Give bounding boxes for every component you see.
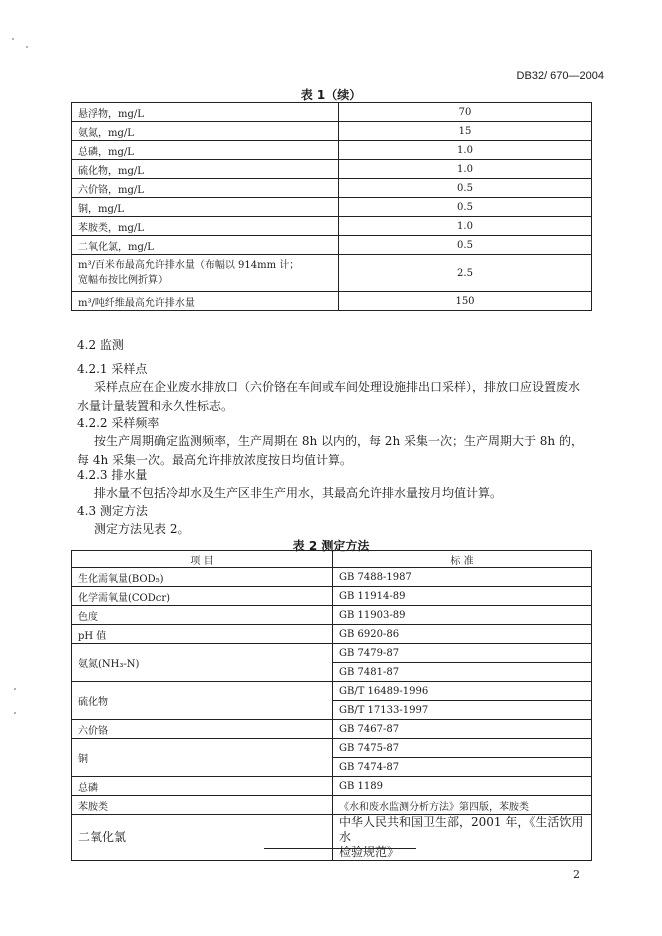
section-4-3-text: 测定方法见表 2。 (94, 522, 190, 536)
table1-cell-name: m³/吨纤维最高允许排水量 (72, 292, 339, 311)
section-4-2-3-heading: 4.2.3 排水量 (77, 468, 148, 482)
table2-cell-standard: GB/T 16489-1996 (333, 682, 592, 701)
section-4-2-2-heading: 4.2.2 采样频率 (77, 416, 160, 430)
table-row (72, 815, 592, 861)
table2-cell-standard: GB 7479-87 (333, 644, 592, 663)
table1-caption: 表 1（续） (300, 88, 362, 102)
scan-speck (14, 712, 16, 714)
table1-cell-value: 0.5 (339, 236, 592, 255)
table2-cell-standard: GB 1189 (333, 777, 592, 796)
section-4-2-3-text: 排水量不包括冷却水及生产区非生产用水，其最高允许排水量按月均值计算。 (94, 486, 503, 500)
table2-cell-item: 化学需氧量(CODcr) (72, 587, 333, 606)
table1-cell-value: 0.5 (339, 198, 592, 217)
table2-cell-standard: GB 11903-89 (333, 606, 592, 625)
table1-cell-name: 氨氮，mg/L (72, 122, 339, 141)
table1-cell-value: 70 (339, 103, 592, 122)
table1-cell-name: 二氧化氯，mg/L (72, 236, 339, 255)
table1-cell-name: 六价铬，mg/L (72, 179, 339, 198)
table2 (71, 550, 592, 861)
table2-cell-item: 二氧化氯 (72, 815, 333, 861)
table-row (72, 255, 592, 292)
page-number: 2 (573, 868, 580, 881)
table2-cell-item: 总磷 (72, 777, 333, 796)
table1-cell-name: 总磷，mg/L (72, 141, 339, 160)
table2-cell-standard: GB 7488-1987 (333, 568, 592, 587)
table-row (72, 682, 592, 701)
standard-code: DB32/ 670—2004 (516, 70, 604, 82)
table-header-row (72, 551, 592, 568)
table2-cell-standard: GB 11914-89 (333, 587, 592, 606)
table2-cell-item: 色度 (72, 606, 333, 625)
table-row (72, 568, 592, 587)
section-4-2-heading: 4.2 监测 (77, 338, 124, 352)
table-row (72, 160, 592, 179)
section-4-2-2-text: 按生产周期确定监测频率，生产周期在 8h 以内的，每 2h 采集一次；生产周期大于 8h 的，每 4h 采集一次。最高允许排放浓度按日均值计算。 (77, 434, 583, 467)
table2-cell-item: 六价铬 (72, 720, 333, 739)
table2-cell-standard: GB 7474-87 (333, 758, 592, 777)
table2-cell-standard-line: 检验规范》 (339, 845, 400, 859)
table2-cell-item: 硫化物 (72, 682, 333, 720)
table-row (72, 644, 592, 663)
table-row (72, 587, 592, 606)
section-4-2-1-heading: 4.2.1 采样点 (77, 362, 148, 376)
table-row (72, 777, 592, 796)
table1-cell-value: 1.0 (339, 217, 592, 236)
table2-header-standard: 标 准 (333, 551, 592, 568)
table-row (72, 292, 592, 311)
table-row (72, 217, 592, 236)
table1-cell-value: 2.5 (339, 255, 592, 292)
table-row (72, 606, 592, 625)
table1-cell-name (72, 255, 339, 292)
section-4-2-1-text: 采样点应在企业废水排放口（六价铬在车间或车间处理设施排出口采样），排放口应设置废水水量计量装置和永久性标志。 (77, 380, 581, 413)
table2-cell-item: 生化需氧量(BOD₅) (72, 568, 333, 587)
section-4-3-heading: 4.3 测定方法 (77, 504, 148, 518)
table1-cell-value: 150 (339, 292, 592, 311)
table-row (72, 103, 592, 122)
table-row (72, 141, 592, 160)
table-row (72, 179, 592, 198)
table2-cell-item: pH 值 (72, 625, 333, 644)
table2-cell-standard: GB/T 17133-1997 (333, 701, 592, 720)
table1-cell-value: 0.5 (339, 179, 592, 198)
table1-cell-name-line: m³/百米布最高允许排水量（布幅以 914mm 计； (78, 260, 300, 271)
scan-speck (26, 46, 28, 48)
end-of-text-rule (264, 848, 416, 849)
table2-caption: 表 2 测定方法 (292, 539, 370, 553)
scan-speck (12, 38, 14, 40)
table1-cell-name: 悬浮物，mg/L (72, 103, 339, 122)
table-row (72, 720, 592, 739)
table2-cell-standard: GB 7467-87 (333, 720, 592, 739)
table-row (72, 236, 592, 255)
table2-cell-standard: 《水和废水监测分析方法》第四版，苯胺类 (333, 796, 592, 815)
table2-cell-standard: GB 6920-86 (333, 625, 592, 644)
table-row (72, 796, 592, 815)
table2-cell-standard: GB 7475-87 (333, 739, 592, 758)
table2-cell-item: 氨氮(NH₃-N) (72, 644, 333, 682)
table2-cell-standard-line: 中华人民共和国卫生部，2001 年，《生活饮用水 (339, 815, 584, 844)
table1-cell-name: 铜，mg/L (72, 198, 339, 217)
table2-cell-item: 铜 (72, 739, 333, 777)
table-row (72, 122, 592, 141)
table1-cell-name: 硫化物，mg/L (72, 160, 339, 179)
table1-cell-name-line: 宽幅布按比例折算） (78, 275, 168, 286)
table1-cell-value: 1.0 (339, 160, 592, 179)
table-row (72, 739, 592, 758)
table-row (72, 198, 592, 217)
table2-cell-standard (333, 815, 592, 861)
table1-cell-value: 1.0 (339, 141, 592, 160)
scan-speck (14, 688, 16, 690)
table2-cell-standard: GB 7481-87 (333, 663, 592, 682)
table-row (72, 625, 592, 644)
table1-cell-value: 15 (339, 122, 592, 141)
table1 (71, 102, 592, 311)
table2-header-item: 项 目 (72, 551, 333, 568)
table1-cell-name: 苯胺类，mg/L (72, 217, 339, 236)
table2-cell-item: 苯胺类 (72, 796, 333, 815)
